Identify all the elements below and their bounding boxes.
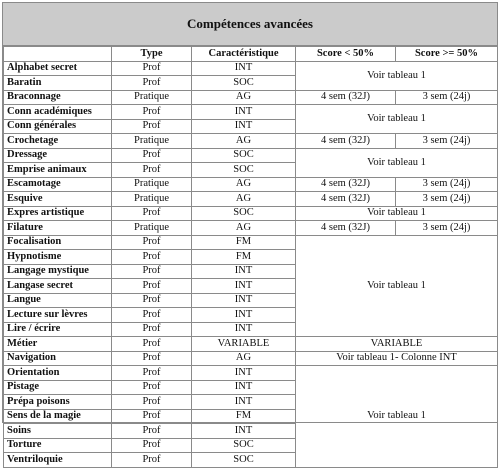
skill-type: Prof: [112, 206, 192, 221]
skills-table: [3, 46, 498, 468]
skill-name: Dressage: [4, 148, 112, 163]
skill-carac: INT: [192, 264, 296, 279]
skill-type: Prof: [112, 61, 192, 76]
skill-carac: INT: [192, 61, 296, 76]
table-row: [4, 351, 498, 366]
skill-carac: AG: [192, 90, 296, 105]
skill-type: Prof: [112, 250, 192, 265]
skill-carac: INT: [192, 105, 296, 120]
table-row: [4, 235, 498, 250]
skill-name: Langase secret: [4, 279, 112, 294]
score-note: Voir tableau 1: [296, 366, 498, 468]
header-row: [4, 47, 498, 62]
skill-carac: SOC: [192, 163, 296, 178]
table-row: [4, 337, 498, 352]
skill-type: Prof: [112, 235, 192, 250]
table-row: [4, 206, 498, 221]
skill-name: Ventriloquie: [4, 453, 112, 468]
score-note: Voir tableau 1: [296, 61, 498, 90]
header-score-low: Score < 50%: [296, 47, 396, 62]
score-note: Voir tableau 1- Colonne INT: [296, 351, 498, 366]
skill-carac: SOC: [192, 453, 296, 468]
score-note: VARIABLE: [296, 337, 498, 352]
skill-type: Prof: [112, 148, 192, 163]
skill-carac: INT: [192, 119, 296, 134]
score-low: 4 sem (32J): [296, 90, 396, 105]
header-score-high: Score >= 50%: [396, 47, 498, 62]
skill-type: Prof: [112, 76, 192, 91]
score-note: Voir tableau 1: [296, 235, 498, 337]
skill-name: Crochetage: [4, 134, 112, 149]
skill-name: Langue: [4, 293, 112, 308]
header-caracteristique: Caractéristique: [192, 47, 296, 62]
skill-name: Pistage: [4, 380, 112, 395]
header-type: Type: [112, 47, 192, 62]
skill-carac: INT: [192, 293, 296, 308]
score-high: 3 sem (24j): [396, 134, 498, 149]
score-low: 4 sem (32J): [296, 192, 396, 207]
skill-name: Orientation: [4, 366, 112, 381]
score-note: Voir tableau 1: [296, 105, 498, 134]
skill-carac: INT: [192, 395, 296, 410]
score-note: Voir tableau 1: [296, 206, 498, 221]
skill-carac: SOC: [192, 148, 296, 163]
table-row: [4, 105, 498, 120]
skill-carac: AG: [192, 351, 296, 366]
score-high: 3 sem (24j): [396, 221, 498, 236]
skill-carac: SOC: [192, 76, 296, 91]
skill-name: Focalisation: [4, 235, 112, 250]
skill-name: Conn académiques: [4, 105, 112, 120]
table-row: [4, 192, 498, 207]
skill-name: Alphabet secret: [4, 61, 112, 76]
score-high: 3 sem (24j): [396, 90, 498, 105]
skill-type: Pratique: [112, 90, 192, 105]
score-high: 3 sem (24j): [396, 192, 498, 207]
score-low: 4 sem (32J): [296, 177, 396, 192]
skill-type: Pratique: [112, 221, 192, 236]
skill-name: Esquive: [4, 192, 112, 207]
skill-type: Prof: [112, 322, 192, 337]
score-low: 4 sem (32J): [296, 134, 396, 149]
skill-name: Lecture sur lèvres: [4, 308, 112, 323]
skill-type: Prof: [112, 453, 192, 468]
score-high: 3 sem (24j): [396, 177, 498, 192]
skill-name: Emprise animaux: [4, 163, 112, 178]
skill-type: Pratique: [112, 177, 192, 192]
skill-type: Prof: [112, 409, 192, 424]
skill-carac: SOC: [192, 206, 296, 221]
skill-carac: INT: [192, 424, 296, 439]
skill-type: Prof: [112, 264, 192, 279]
skill-type: Prof: [112, 380, 192, 395]
skill-type: Prof: [112, 105, 192, 120]
skill-name: Braconnage: [4, 90, 112, 105]
skill-name: Torture: [4, 438, 112, 453]
skill-type: Prof: [112, 308, 192, 323]
skill-type: Prof: [112, 395, 192, 410]
skill-name: Conn générales: [4, 119, 112, 134]
skill-name: Navigation: [4, 351, 112, 366]
skill-type: Pratique: [112, 134, 192, 149]
skill-type: Prof: [112, 424, 192, 439]
skill-type: Prof: [112, 279, 192, 294]
skill-name: Baratin: [4, 76, 112, 91]
table-row: [4, 61, 498, 76]
skill-name: Lire / écrire: [4, 322, 112, 337]
skill-name: Soins: [4, 424, 112, 439]
skill-carac: FM: [192, 250, 296, 265]
skill-type: Prof: [112, 438, 192, 453]
skill-carac: AG: [192, 221, 296, 236]
header-skill: [4, 47, 112, 62]
skill-carac: INT: [192, 380, 296, 395]
skill-name: Escamotage: [4, 177, 112, 192]
skill-name: Hypnotisme: [4, 250, 112, 265]
skill-name: Métier: [4, 337, 112, 352]
skill-name: Prépa poisons: [4, 395, 112, 410]
skill-carac: INT: [192, 308, 296, 323]
table-title: Compétences avancées: [187, 16, 313, 31]
skill-type: Prof: [112, 163, 192, 178]
skill-carac: INT: [192, 366, 296, 381]
skill-name: Sens de la magie: [4, 409, 112, 424]
table-row: [4, 148, 498, 163]
table-row: [4, 177, 498, 192]
skill-carac: INT: [192, 279, 296, 294]
skill-carac: SOC: [192, 438, 296, 453]
skill-type: Prof: [112, 351, 192, 366]
skill-carac: AG: [192, 192, 296, 207]
skills-sheet: [2, 2, 498, 465]
skill-carac: FM: [192, 235, 296, 250]
skill-carac: INT: [192, 322, 296, 337]
skill-name: Filature: [4, 221, 112, 236]
skill-type: Pratique: [112, 192, 192, 207]
table-row: [4, 221, 498, 236]
skill-type: Prof: [112, 366, 192, 381]
skill-carac: FM: [192, 409, 296, 424]
skill-carac: AG: [192, 177, 296, 192]
skill-type: Prof: [112, 337, 192, 352]
skill-carac: AG: [192, 134, 296, 149]
score-low: 4 sem (32J): [296, 221, 396, 236]
table-row: [4, 134, 498, 149]
score-note: Voir tableau 1: [296, 148, 498, 177]
skill-type: Prof: [112, 119, 192, 134]
skill-name: Expres artistique: [4, 206, 112, 221]
title-bar: [3, 3, 497, 46]
skill-name: Langage mystique: [4, 264, 112, 279]
skill-type: Prof: [112, 293, 192, 308]
table-row: [4, 366, 498, 381]
table-row: [4, 90, 498, 105]
skill-carac: VARIABLE: [192, 337, 296, 352]
